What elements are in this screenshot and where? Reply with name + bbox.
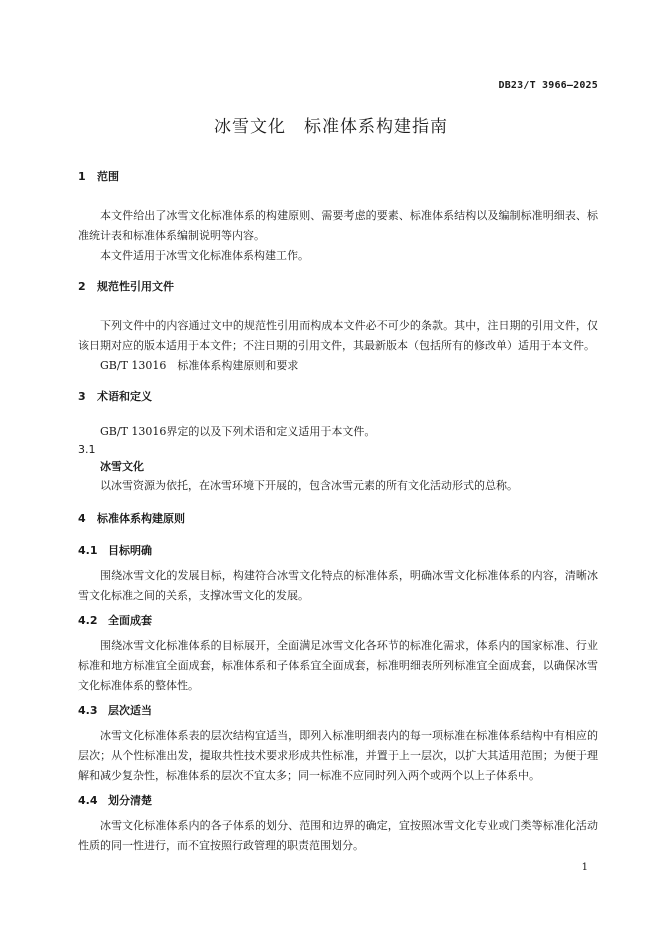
section-title: 标准体系构建原则 bbox=[97, 512, 185, 525]
subsection-number: 4.3 bbox=[78, 704, 98, 717]
section-number: 2 bbox=[78, 280, 86, 293]
subsection-4-1-heading bbox=[78, 542, 598, 560]
subsection-4-2-heading bbox=[78, 612, 598, 630]
subsection-4-4-heading bbox=[78, 792, 598, 810]
subsection-4-3-paragraph: 冰雪文化标准体系表的层次结构宜适当，即列入标准明细表内的每一项标准在标准体系结构中有相应的层次；从个性标准出发，提取共性技术要求形成共性标准，并置于上一层次，以扩大其适用范围；为便于理解和减少复杂性，标准体系的层次不宜太多；同一标准不应同时列入两个或两个以上子体系中。 bbox=[78, 729, 598, 782]
term-definition: 以冰雪资源为依托，在冰雪环境下开展的，包含冰雪元素的所有文化活动形式的总称。 bbox=[100, 479, 518, 492]
normative-reference: GB/T 13016 标准体系构建原则和要求 bbox=[100, 359, 299, 372]
section-1-paragraph-1: 本文件给出了冰雪文化标准体系的构建原则、需要考虑的要素、标准体系结构以及编制标准明细表、标准统计表和标准体系编制说明等内容。 bbox=[78, 209, 598, 242]
section-2-heading bbox=[78, 278, 598, 296]
section-number: 4 bbox=[78, 512, 86, 525]
title-part-1: 冰雪文化 bbox=[214, 117, 286, 137]
section-title: 范围 bbox=[97, 170, 119, 183]
subsection-title: 全面成套 bbox=[108, 614, 152, 627]
term-number: 3.1 bbox=[78, 443, 96, 456]
subsection-number: 4.2 bbox=[78, 614, 98, 627]
section-title: 术语和定义 bbox=[97, 390, 152, 403]
subsection-4-3-heading bbox=[78, 702, 598, 720]
section-3-heading bbox=[78, 388, 598, 406]
section-1-heading bbox=[78, 168, 598, 186]
term-name: 冰雪文化 bbox=[100, 460, 144, 473]
section-1-paragraph-2: 本文件适用于冰雪文化标准体系构建工作。 bbox=[100, 249, 309, 262]
document-code: DB23/T 3966—2025 bbox=[498, 80, 598, 91]
page-number: 1 bbox=[581, 862, 588, 873]
subsection-number: 4.1 bbox=[78, 544, 98, 557]
section-4-heading bbox=[78, 510, 598, 528]
subsection-title: 划分清楚 bbox=[108, 794, 152, 807]
subsection-4-2-paragraph: 围绕冰雪文化标准体系的目标展开，全面满足冰雪文化各环节的标准化需求，体系内的国家标准、行业标准和地方标准宜全面成套，标准体系和子体系宜全面成套，标准明细表所列标准宜全面成套，以确保冰雪文化标准体系的整体性。 bbox=[78, 639, 598, 692]
subsection-title: 层次适当 bbox=[108, 704, 152, 717]
subsection-title: 目标明确 bbox=[108, 544, 152, 557]
section-number: 3 bbox=[78, 390, 86, 403]
subsection-4-1-paragraph: 围绕冰雪文化的发展目标，构建符合冰雪文化特点的标准体系，明确冰雪文化标准体系的内容，清晰冰雪文化标准之间的关系，支撑冰雪文化的发展。 bbox=[78, 569, 598, 602]
subsection-4-4-paragraph: 冰雪文化标准体系内的各子体系的划分、范围和边界的确定，宜按照冰雪文化专业或门类等标准化活动性质的同一性进行，而不宜按照行政管理的职责范围划分。 bbox=[78, 819, 598, 852]
subsection-number: 4.4 bbox=[78, 794, 98, 807]
section-number: 1 bbox=[78, 170, 86, 183]
section-2-paragraph-1: 下列文件中的内容通过文中的规范性引用而构成本文件必不可少的条款。其中，注日期的引用文件，仅该日期对应的版本适用于本文件；不注日期的引用文件，其最新版本（包括所有的修改单）适用于本文件。 bbox=[78, 319, 598, 352]
document-title bbox=[0, 112, 662, 137]
section-3-paragraph-1: GB/T 13016界定的以及下列术语和定义适用于本文件。 bbox=[100, 425, 376, 438]
section-title: 规范性引用文件 bbox=[97, 280, 174, 293]
document-body bbox=[78, 168, 598, 856]
title-part-2: 标准体系构建指南 bbox=[304, 117, 448, 137]
